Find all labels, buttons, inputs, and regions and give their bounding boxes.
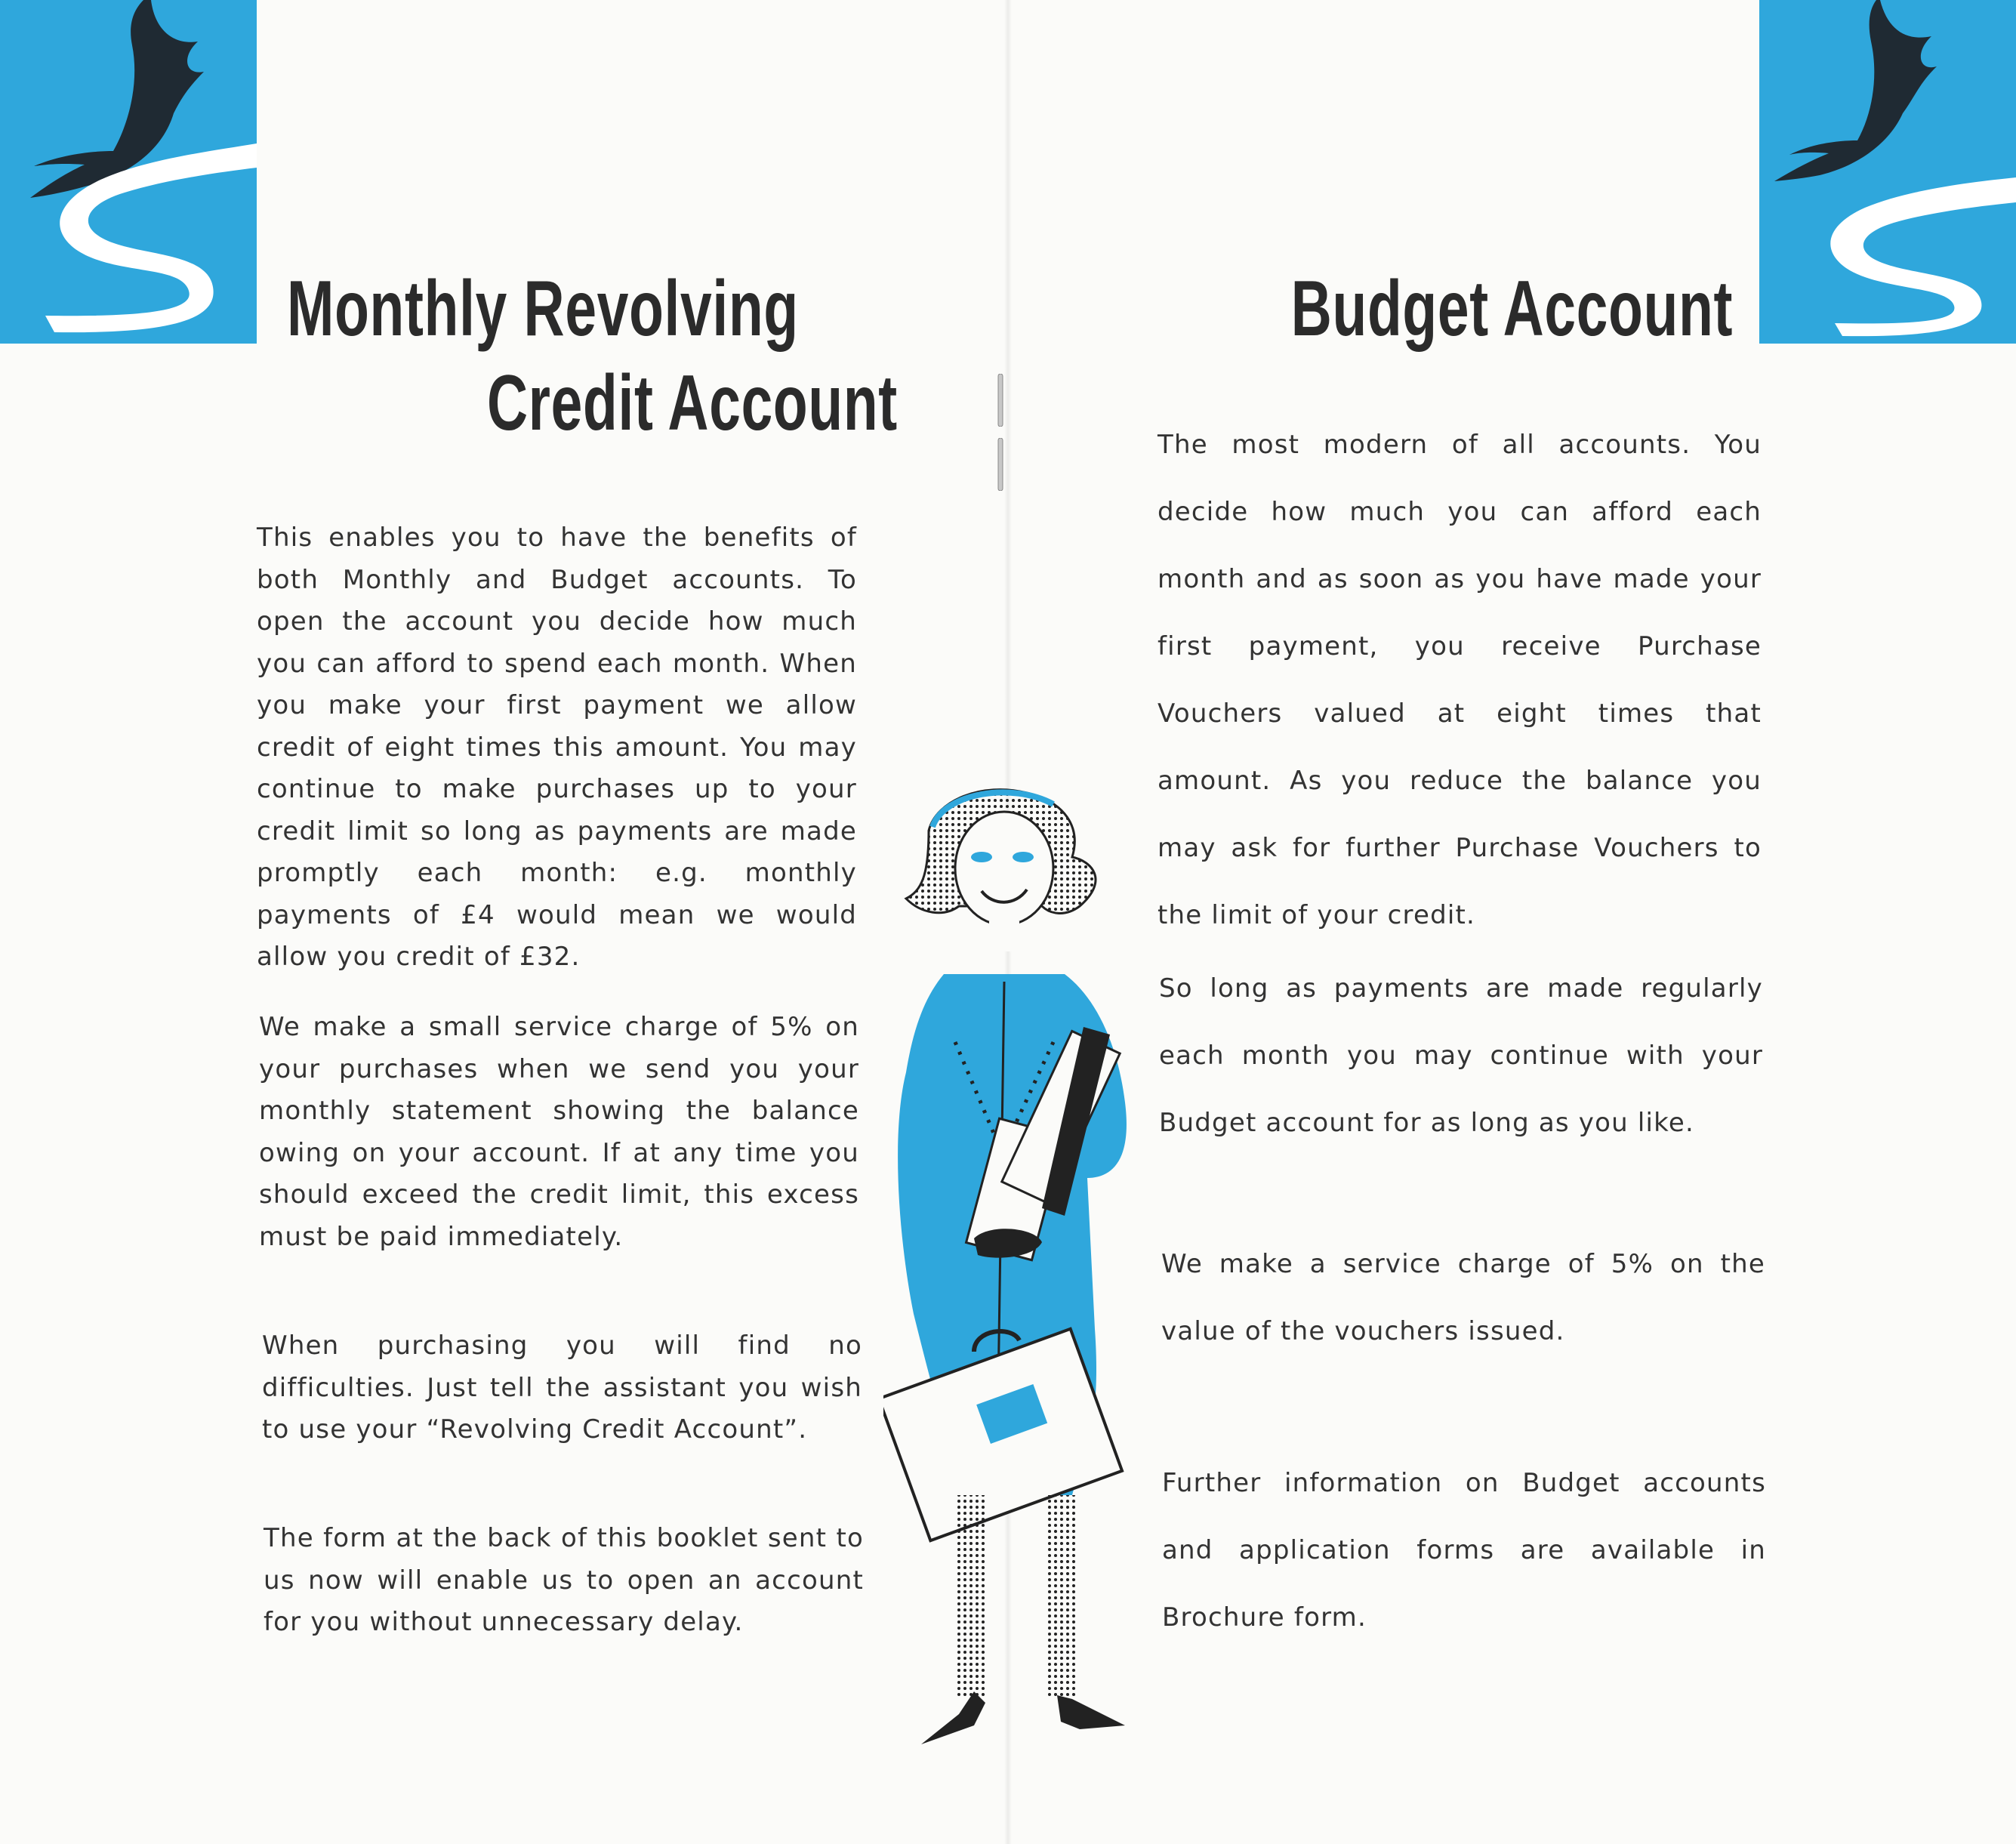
bird-s-logo-icon-right (1759, 0, 2016, 344)
paragraph-8: Further information on Budget accounts and application forms are available in Brochure form. (1162, 1468, 1766, 1633)
paragraph-3: When purchasing you will find no difficulties. Just tell the assistant you wish to use your “Revolving Credit Account”. (262, 1331, 862, 1445)
paragraph-5: The most modern of all accounts. You decide how much you can afford each month and as soon as you have made your first payment, you receive Purchase Vouchers valued at eight times that amount. As you reduce the balance you may ask for further Purchase Vouchers to the limit of your credit. (1158, 430, 1762, 930)
title-line-1: Monthly Revolving (287, 265, 799, 353)
staple-icon (995, 374, 1006, 427)
paragraph-2: We make a small service charge of 5% on your purchases when we send you your monthly statement showing the balance owing on your account. If at any time you should exceed the credit limit, this excess must be paid immediately. (259, 1012, 859, 1252)
budget-title: Budget Account (1290, 265, 1733, 353)
woman-with-parcels-illustration (883, 785, 1170, 1752)
bird-s-logo-icon (0, 0, 257, 344)
paragraph-7: We make a service charge of 5% on the value of the vouchers issued. (1161, 1249, 1765, 1346)
title-line-2: Credit Account (487, 359, 898, 447)
paragraph-4: The form at the back of this booklet sent to us now will enable us to open an account for you without unnecessary delay. (264, 1523, 864, 1637)
paragraph-1: This enables you to have the benefits of both Monthly and Budget accounts. To open the account you decide how much you can afford to spend each month. When you make your first payment we allow credit of eight times this amount. You may continue to make purchases up to your credit limit so long as payments are made promptly each month: e.g. monthly payments of £4 would mean we would allow you credit of £32. (257, 523, 857, 972)
paragraph-6: So long as payments are made regularly each month you may continue with your Budget account for as long as you like. (1159, 973, 1763, 1138)
staple-icon-2 (995, 438, 1006, 491)
